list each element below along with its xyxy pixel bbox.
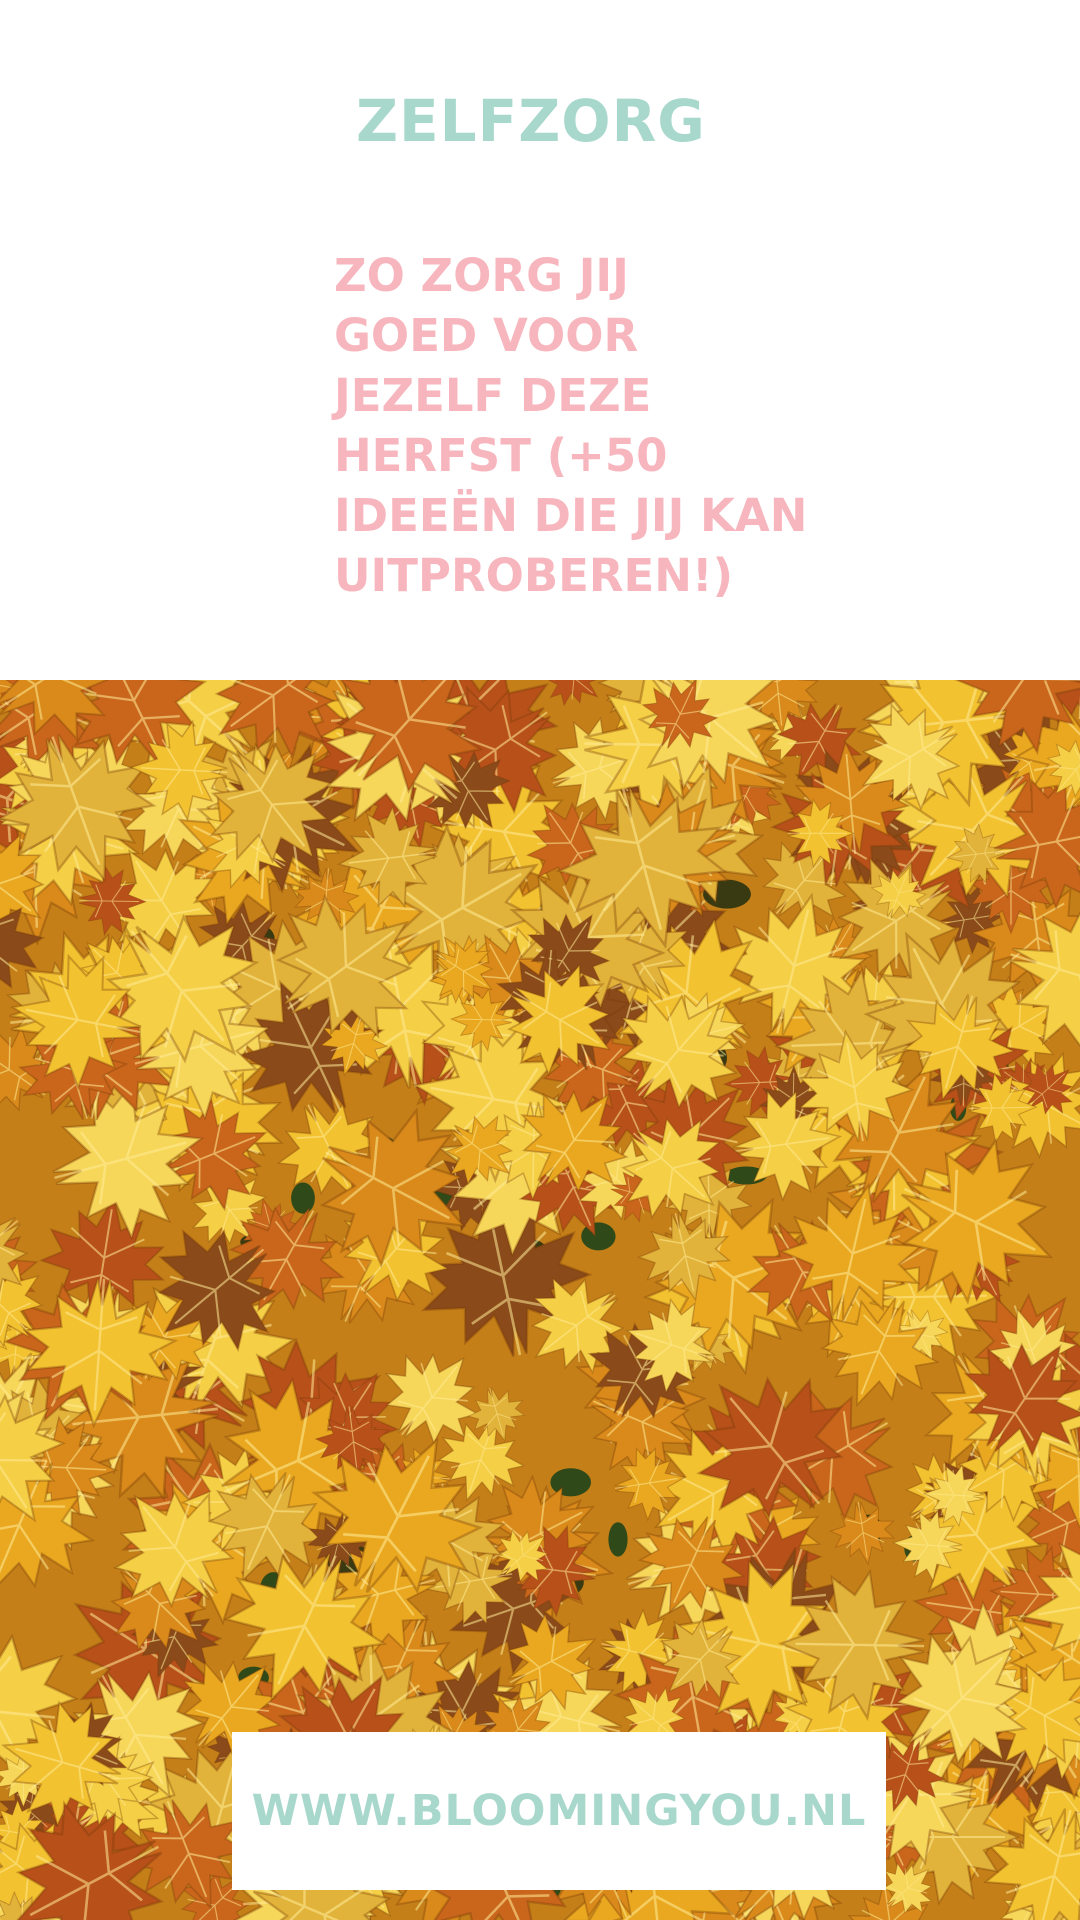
headline-line: ZO ZORG JIJ: [334, 249, 629, 302]
headline-line: UITPROBEREN!): [334, 549, 734, 602]
headline-line: GOED VOOR: [334, 309, 639, 362]
headline-line: JEZELF DEZE: [334, 369, 652, 422]
headline: [334, 246, 854, 606]
website-url[interactable]: WWW.BLOOMINGYOU.NL: [251, 1786, 867, 1836]
headline-line: HERFST (+50: [334, 429, 668, 482]
website-banner: [232, 1732, 886, 1890]
category-title: ZELFZORG: [356, 87, 706, 155]
headline-line: IDEEËN DIE JIJ KAN: [334, 489, 808, 542]
